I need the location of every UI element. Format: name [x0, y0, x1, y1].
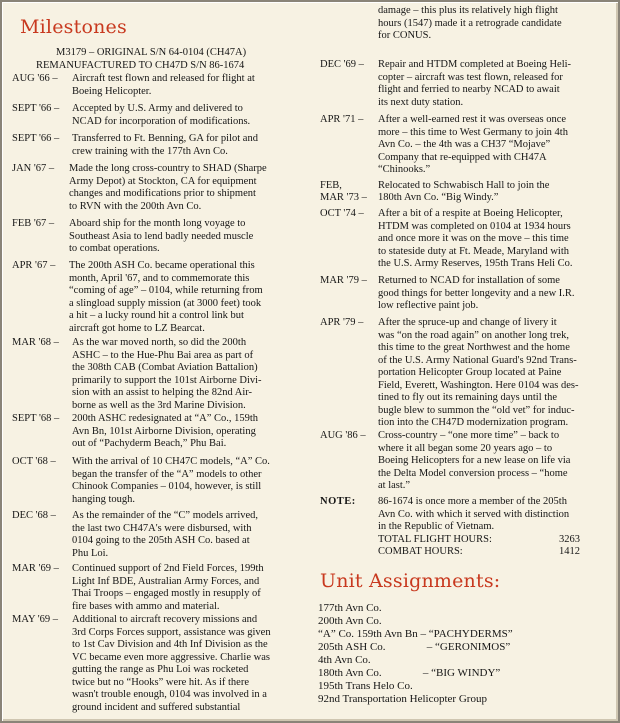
milestone-text: Returned to NCAD for installation of some good things for better longevity and a new I.R. low reflective paint job.: [378, 275, 575, 311]
milestone-text: Continued support of 2nd Field Forces, 199th Light Inf BDE, Australian Army Forces, and Thai Troops – engaged mostly in resupply of fire bases with ammo and material.: [72, 563, 264, 612]
milestone-date: MAR '79 –: [320, 275, 367, 286]
combat-hours-label: COMBAT HOURS:: [378, 546, 463, 557]
milestone-text: After the spruce-up and change of livery it was “on the road again” on another long trek, this time to the great Northwest and the home of the U.S. Army National Guard's 92nd Trans- portation Helicopter Group located at Paine Field, Everett, Washington. Here 0104 was des- tined to fly out its remaining days until the bugle blew to summon the “old vet” for induc- tion into the CH47D modernization program.: [378, 317, 579, 428]
total-flight-hours-value: 3263: [559, 534, 580, 545]
milestone-date: FEB '67 –: [12, 218, 55, 229]
total-flight-hours-label: TOTAL FLIGHT HOURS:: [378, 534, 492, 545]
milestone-date: MAY '69 –: [12, 614, 59, 625]
unit-assignment-line: 195th Trans Helo Co.: [318, 680, 413, 692]
milestone-text: After a bit of a respite at Boeing Helicopter, HTDM was completed on 0104 at 1934 hours and once more it was on the move – this time to stateside duty at Ft. Meade, Maryland with the U.S. Army Reserves, 195th Trans Heli Co.: [378, 208, 573, 269]
unit-assignment-line: “A” Co. 159th Avn Bn – “PACHYDERMS”: [318, 628, 513, 640]
milestone-date: SEPT '66 –: [12, 103, 60, 114]
milestones-title: Milestones: [20, 16, 127, 38]
milestone-text: Additional to aircraft recovery missions and 3rd Corps Forces support, assistance was given to 1st Cav Division and 4th Inf Division as the VC became even more aggressive. Charlie was gutting the range as Phu Loi was rocketed twice but no “Hooks” were hit. As if there wasn't trouble enough, 0104 was involved in a ground incident and suffered substantial: [72, 614, 271, 713]
milestone-text: damage – this plus its relatively high flight hours (1547) made it a retrograde candidate for CONUS.: [378, 5, 562, 41]
milestone-date: MAR '73 –: [320, 192, 367, 203]
milestone-date: FEB,: [320, 180, 342, 191]
note-label: NOTE:: [320, 496, 356, 507]
milestone-text: Aircraft test flown and released for flight at Boeing Helicopter.: [72, 73, 255, 97]
milestone-date: JAN '67 –: [12, 163, 55, 174]
milestone-text: 200th ASHC redesignated at “A” Co., 159th Avn Bn, 101st Airborne Division, operating out of “Pachyderm Beach,” Phu Bai.: [72, 413, 259, 449]
milestone-text: Repair and HTDM completed at Boeing Heli- copter – aircraft was test flown, released for flight and ferried to nearby NCAD to await its next duty station.: [378, 59, 572, 108]
milestone-date: DEC '69 –: [320, 59, 364, 70]
milestone-text: As the remainder of the “C” models arrived, the last two CH47A's were disbursed, with 0104 going to the 205th ASH Co. based at Phu Loi.: [72, 510, 259, 559]
remanufactured-serial-line: REMANUFACTURED TO CH47D S/N 86-1674: [36, 59, 245, 71]
milestone-date: SEPT '66 –: [12, 133, 60, 144]
milestone-text: 180th Avn Co. “Big Windy.”: [378, 192, 499, 203]
unit-assignment-line: 92nd Transportation Helicopter Group: [318, 693, 487, 705]
note-text: 86-1674 is once more a member of the 205th Avn Co. with which it served with distinction in the Republic of Vietnam.: [378, 496, 570, 532]
milestone-text: After a well-earned rest it was overseas once more – this time to West Germany to join 4th Avn Co. – the 4th was a CH37 “Mojave” Company that re-equipped with CH47A “Chinooks.”: [378, 114, 568, 175]
combat-hours-value: 1412: [559, 546, 580, 557]
milestone-date: SEPT '68 –: [12, 413, 60, 424]
unit-assignment-line: 200th Avn Co.: [318, 615, 382, 627]
milestone-date: OCT '74 –: [320, 208, 364, 219]
milestone-date: MAR '69 –: [12, 563, 59, 574]
unit-assignment-line: 180th Avn Co. – “BIG WINDY”: [318, 667, 501, 679]
milestone-date: AUG '66 –: [12, 73, 58, 84]
milestone-date: MAR '68 –: [12, 337, 59, 348]
milestone-text: With the arrival of 10 CH47C models, “A” Co. began the transfer of the “A” models to other Chinook Companies – 0104, however, is still hanging tough.: [72, 456, 270, 505]
milestone-date: DEC '68 –: [12, 510, 56, 521]
milestone-date: AUG '86 –: [320, 430, 366, 441]
milestone-text: Accepted by U.S. Army and delivered to NCAD for incorporation of modifications.: [72, 103, 251, 127]
milestone-date: APR '67 –: [12, 260, 56, 271]
unit-assignments-title: Unit Assignments:: [320, 570, 501, 592]
milestone-text: Cross-country – “one more time” – back to where it all began some 20 years ago – to Boeing Helicopters for a new lease on life via the Delta Model conversion process – “home at last.”: [378, 430, 571, 491]
milestone-text: As the war moved north, so did the 200th ASHC – to the Hue-Phu Bai area as part of the 308th CAB (Combat Aviation Battalion) primarily to support the 101st Airborne Divi- sion with an assist to helping the 82nd Air- borne as well as the 3rd Marine Division.: [72, 337, 262, 411]
milestone-text: Transferred to Ft. Benning, GA for pilot and crew training with the 177th Avn Co.: [72, 133, 258, 157]
milestone-text: Aboard ship for the month long voyage to Southeast Asia to lend badly needed muscle to combat operations.: [69, 218, 254, 254]
unit-assignment-line: 177th Avn Co.: [318, 602, 382, 614]
milestone-date: OCT '68 –: [12, 456, 56, 467]
milestone-text: Relocated to Schwabisch Hall to join the: [378, 180, 550, 191]
milestone-date: APR '79 –: [320, 317, 364, 328]
milestone-text: Made the long cross-country to SHAD (Sharpe Army Depot) at Stockton, CA for equipment changes and modifications prior to shipment to RVN with the 200th Avn Co.: [69, 163, 267, 212]
milestone-text: The 200th ASH Co. became operational this month, April '67, and to commemorate this “coming of age” – 0104, while returning from a slingload supply mission (at 3000 feet) took a hit – a lucky round hit a control link but aircraft got home to LZ Bearcat.: [69, 260, 263, 334]
aircraft-serial-header: [36, 47, 332, 72]
unit-assignment-line: 205th ASH Co. – “GERONIMOS”: [318, 641, 511, 653]
unit-assignment-line: 4th Avn Co.: [318, 654, 371, 666]
original-serial-line: M3179 – ORIGINAL S/N 64-0104 (CH47A): [56, 47, 247, 58]
milestone-date: APR '71 –: [320, 114, 364, 125]
